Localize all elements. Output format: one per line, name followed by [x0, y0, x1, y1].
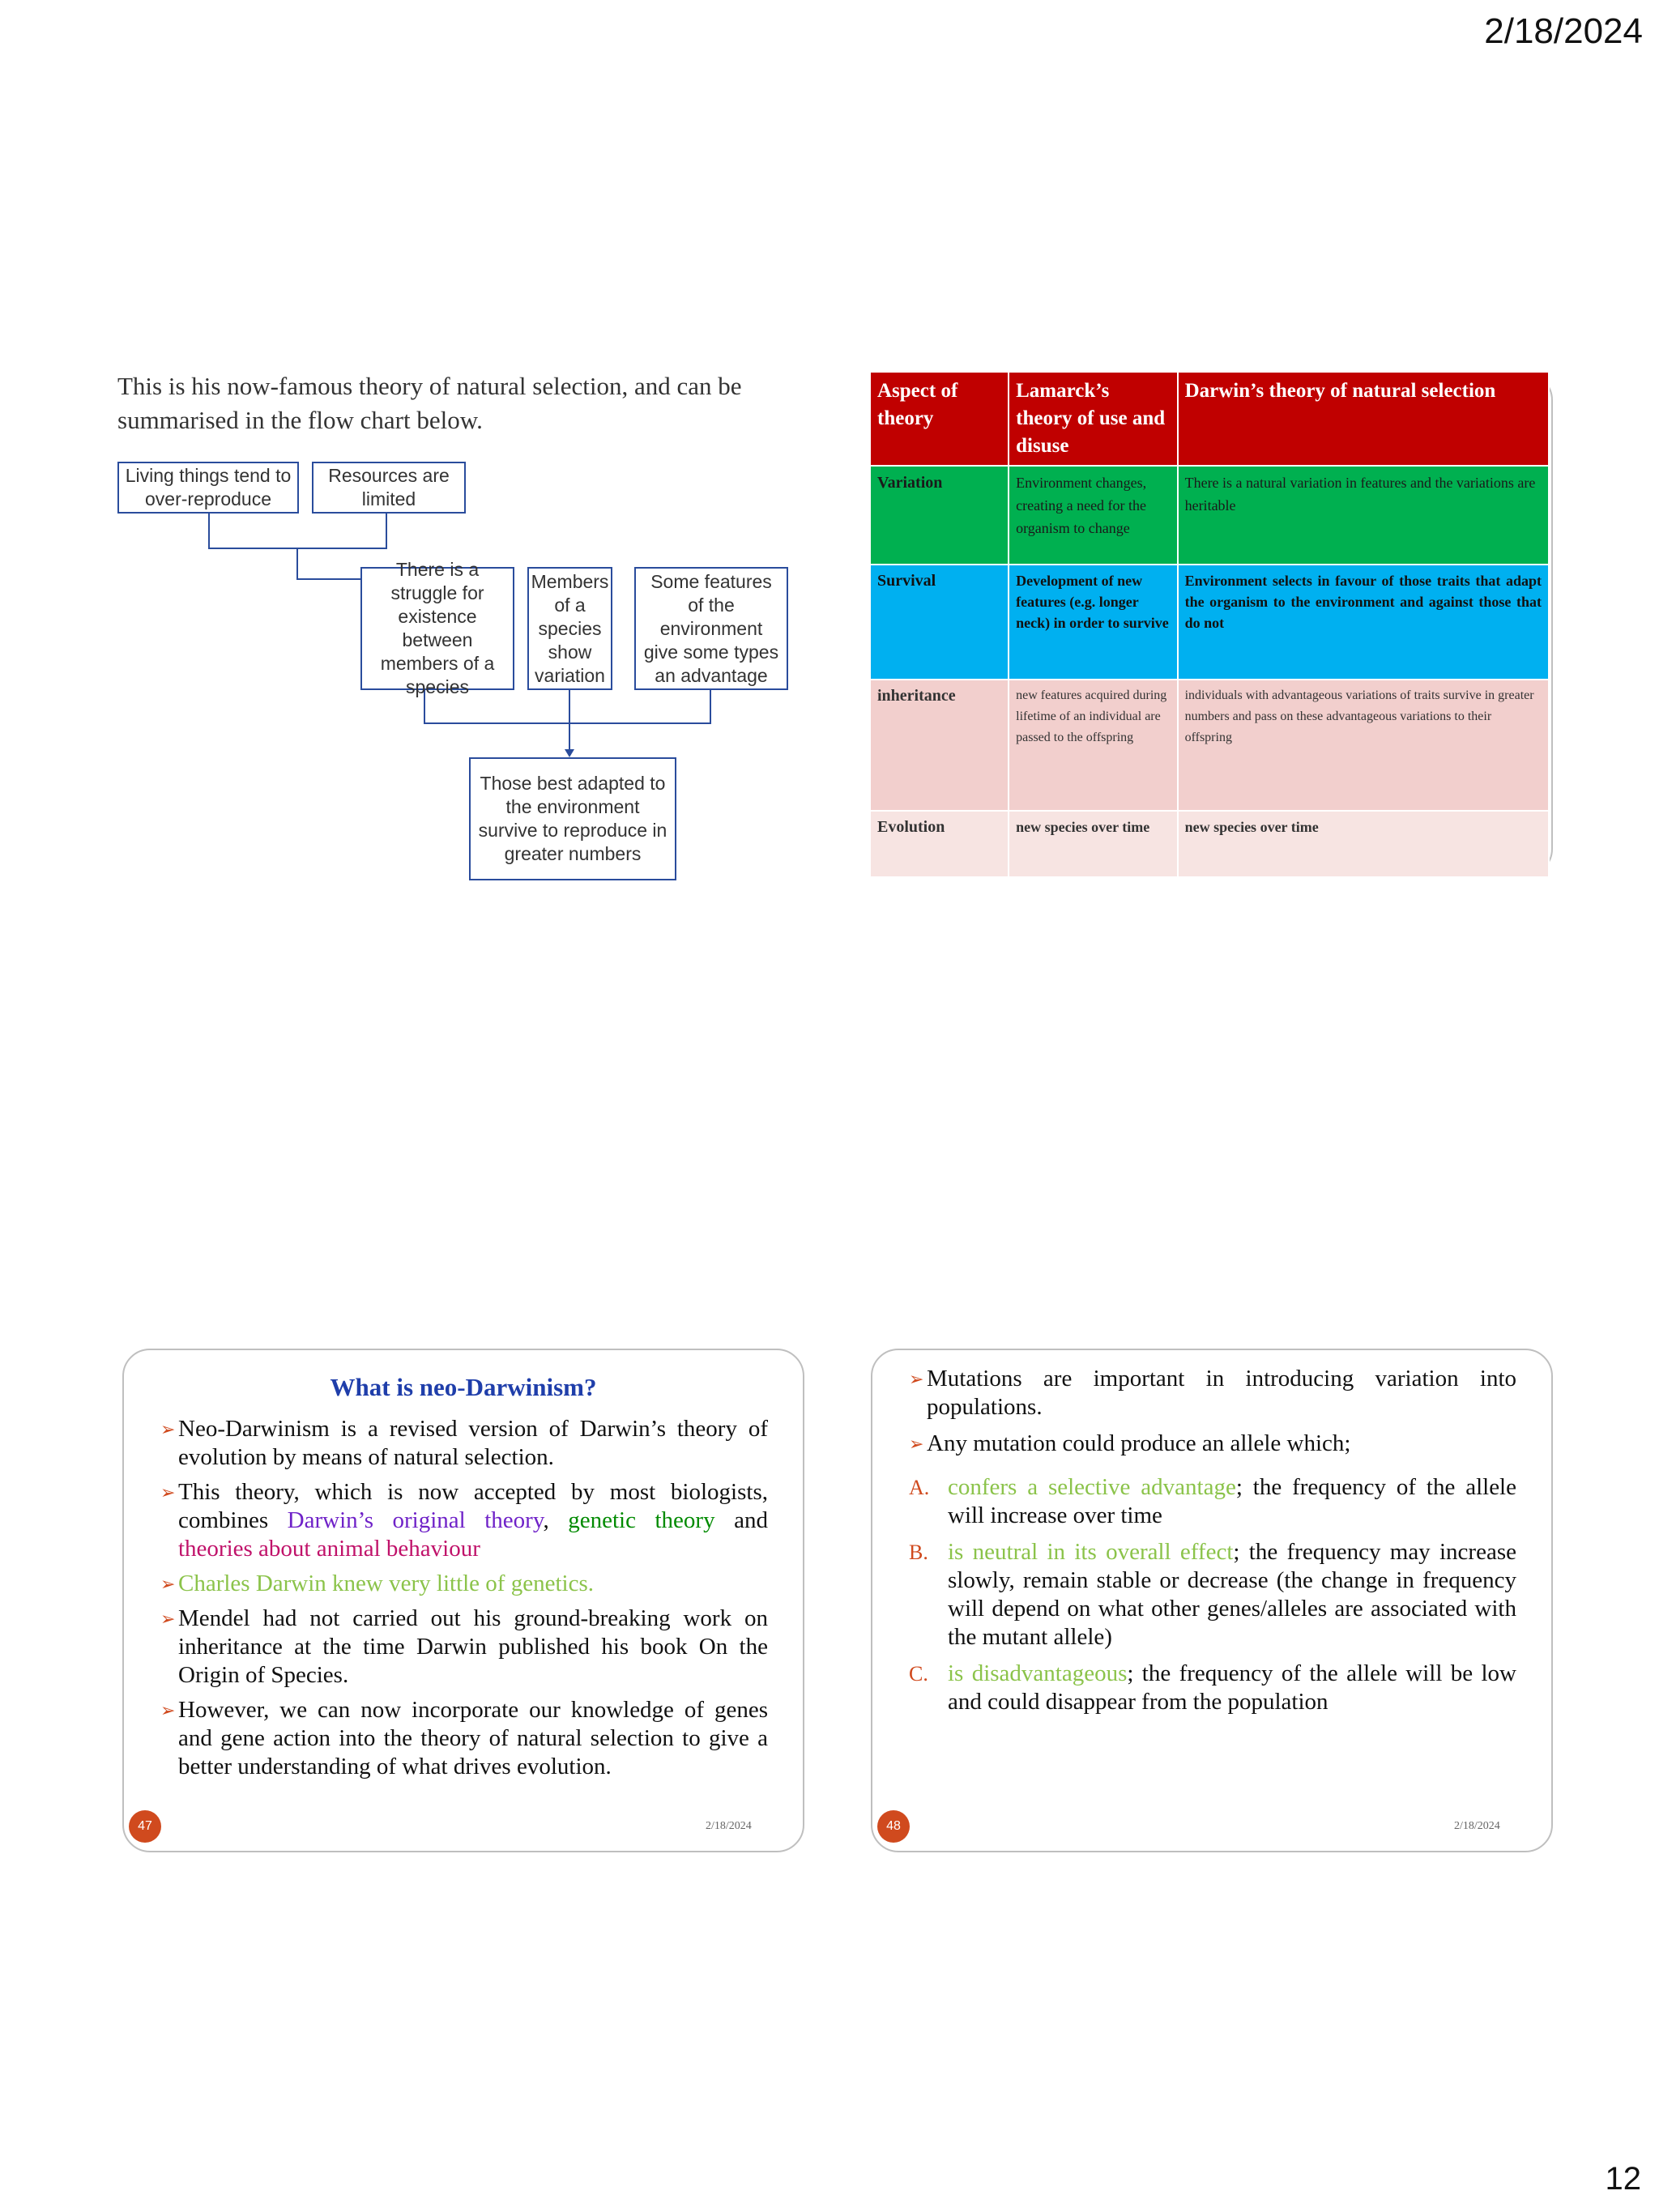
- cell-darwin: There is a natural variation in features and the variations are heritable: [1178, 466, 1549, 565]
- box-resources-limited: Resources are limited: [312, 462, 466, 514]
- slide-number-badge: 47: [129, 1810, 161, 1843]
- item-text: ; the frequency of the allele will be low and could disappear from the population: [948, 1660, 1516, 1715]
- arrowhead-bullet-icon: ➢: [160, 1574, 176, 1594]
- list-letter: A.: [909, 1476, 930, 1499]
- item-text: ; the frequency may increase slowly, remain stable or decrease (the change in frequency will depend on what other genes/alleles are associated with the mutant allele): [948, 1539, 1516, 1650]
- arrowhead-bullet-icon: ➢: [160, 1419, 176, 1439]
- lettered-list: [909, 1473, 1516, 1723]
- highlight-text: is neutral in its overall effect: [948, 1539, 1234, 1565]
- highlight-genetic-theory: genetic theory: [568, 1507, 715, 1533]
- arrowhead-bullet-icon: ➢: [909, 1434, 924, 1454]
- page-number: 12: [1605, 2161, 1641, 2197]
- list-item: [160, 1696, 768, 1781]
- arrowhead-bullet-icon: ➢: [160, 1482, 176, 1502]
- header-date: 2/18/2024: [1484, 11, 1643, 51]
- list-letter: B.: [909, 1541, 928, 1564]
- cell-darwin: Environment selects in favour of those traits that adapt the organism to the environment and against those that do not: [1178, 565, 1549, 680]
- arrowhead-bullet-icon: ➢: [160, 1609, 176, 1629]
- arrowhead-bullet-icon: ➢: [909, 1369, 924, 1389]
- highlight-text: confers a selective advantage: [948, 1474, 1236, 1500]
- flowchart-intro: This is his now-famous theory of natural selection, and can be summarised in the flow chart below.: [117, 372, 742, 434]
- bullet-list: [160, 1415, 768, 1788]
- header-aspect: Aspect of theory: [870, 372, 1009, 466]
- bullet-text-and: and: [714, 1507, 768, 1533]
- bullet-text: This theory, which is now accepted by most biologists, combines: [178, 1479, 768, 1533]
- box-environment: Some features of the environment give some types an advantage: [634, 567, 788, 690]
- cell-aspect: Variation: [870, 466, 1009, 565]
- box-over-reproduce: Living things tend to over-reproduce: [117, 462, 299, 514]
- table-row-evolution: [870, 811, 1549, 877]
- box-struggle: There is a struggle for existence between members of a species: [360, 567, 514, 690]
- slide-date: 2/18/2024: [1454, 1820, 1500, 1832]
- cell-aspect: Survival: [870, 565, 1009, 680]
- box-variation: Members of a species show variation: [527, 567, 612, 690]
- list-item: [160, 1415, 768, 1472]
- list-item: [909, 1430, 1516, 1458]
- table-header-row: [870, 372, 1549, 466]
- header-lamarck: Lamarck’s theory of use and disuse: [1009, 372, 1177, 466]
- cell-aspect: Evolution: [870, 811, 1009, 877]
- table-row-inheritance: [870, 680, 1549, 811]
- header-darwin: Darwin’s theory of natural selection: [1178, 372, 1549, 466]
- highlight-darwin-theory: Darwin’s original theory: [287, 1507, 544, 1533]
- cell-darwin: individuals with advantageous variations of traits survive in greater numbers and pass on these advantageous variations to their offspring: [1178, 680, 1549, 811]
- connector-to-struggle: [297, 548, 362, 579]
- bullet-text: Neo-Darwinism is a revised version of Darwin’s theory of evolution by means of natural selection.: [178, 1416, 768, 1470]
- bullet-text: Mutations are important in introducing variation into populations.: [927, 1366, 1516, 1420]
- slide-47: [122, 1349, 804, 1852]
- slide-date: 2/18/2024: [706, 1820, 752, 1832]
- list-letter: C.: [909, 1662, 928, 1686]
- cell-aspect: inheritance: [870, 680, 1009, 811]
- bullet-text: However, we can now incorporate our knowledge of genes and gene action into the theory of natural selection to give a better understanding of what drives evolution.: [178, 1697, 768, 1779]
- lamarck-darwin-table: [869, 371, 1550, 878]
- bullet-text-comma: ,: [543, 1507, 569, 1533]
- bullet-text: Charles Darwin knew very little of genetics.: [178, 1571, 594, 1596]
- table-row-survival: [870, 565, 1549, 680]
- cell-lamarck: new species over time: [1009, 811, 1177, 877]
- arrowhead-bullet-icon: ➢: [160, 1700, 176, 1720]
- bullet-text: Mendel had not carried out his ground-breaking work on inheritance at the time Darwin published his book On the Origin of Species.: [178, 1605, 768, 1688]
- cell-lamarck: new features acquired during lifetime of an individual are passed to the offspring: [1009, 680, 1177, 811]
- slide-title: What is neo-Darwinism?: [330, 1373, 597, 1401]
- table-row-variation: [870, 466, 1549, 565]
- highlight-animal-behaviour: theories about animal behaviour: [178, 1536, 480, 1562]
- cell-darwin: new species over time: [1178, 811, 1549, 877]
- connector-top: [209, 512, 386, 548]
- item-text: ; the frequency of the allele will increase over time: [948, 1474, 1516, 1528]
- list-item: [909, 1365, 1516, 1421]
- list-item: [160, 1478, 768, 1563]
- highlight-text: is disadvantageous: [948, 1660, 1128, 1686]
- box-best-adapted-survive: Those best adapted to the environment survive to reproduce in greater numbers: [469, 757, 676, 880]
- list-item: [909, 1473, 1516, 1530]
- list-item: [160, 1570, 768, 1598]
- list-item: [160, 1605, 768, 1690]
- bullet-list: [909, 1365, 1516, 1466]
- list-item: [909, 1538, 1516, 1652]
- slide-number-badge: 48: [877, 1810, 910, 1843]
- arrowhead-survive: [565, 749, 574, 757]
- slide-48: [871, 1349, 1553, 1852]
- cell-lamarck: Environment changes, creating a need for the organism to change: [1009, 466, 1177, 565]
- cell-lamarck: Development of new features (e.g. longer neck) in order to survive: [1009, 565, 1177, 680]
- bullet-text: Any mutation could produce an allele which;: [927, 1430, 1351, 1456]
- list-item: [909, 1660, 1516, 1716]
